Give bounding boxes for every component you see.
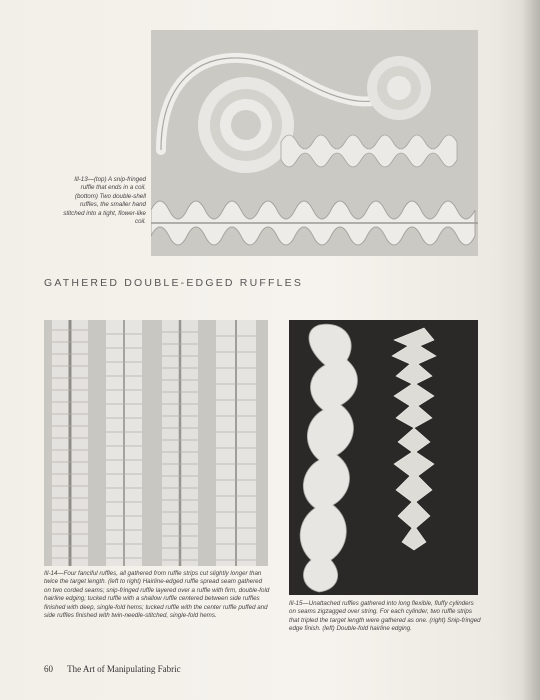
photo-ill-15 [289,320,478,595]
caption-ill-15: Ill-15—Unattached ruffles gathered into long flexible, fluffy cylinders on seams zigzagged over string. For each cylinder, two ruffle strips that tripled the target length were gathered as one. (right) Snip-fringed edge finish. (left) Double-fold hairline edging. [289,600,481,633]
page-footer [44,664,181,674]
four-ruffles-photo [44,320,268,566]
section-title: GATHERED DOUBLE-EDGED RUFFLES [44,277,304,289]
photo-ill-13 [151,30,478,256]
ruffle-coil-photo [151,30,478,256]
caption-ill-14: Ill-14—Four fanciful ruffles, all gathered from ruffle strips cut slightly longer than twice the target length. (left to right) Hairline-edged ruffle spread seam gathered on two corded seams; snip-fringed ruffle layered over a ruffle with firm, double-fold hairline edging; tucked ruffle with a shallow ruffle centered between side ruffles finished with deep, single-fold hems; tucked ruffle with the center ruffle puffed and side ruffles finished with twin-needle-stitched, single-fold hems. [44,570,270,620]
page-edge-shadow [522,0,540,700]
photo-ill-14 [44,320,268,566]
book-title: The Art of Manipulating Fabric [67,664,181,674]
ruffle-cylinders-photo [289,320,478,595]
page-number: 60 [44,664,53,674]
caption-ill-13: Ill-13—(top) A snip-fringed ruffle that ends in a coil. (bottom) Two double-shell ruffles, the smaller hand stitched into a tight, flower-like coil. [63,176,146,226]
